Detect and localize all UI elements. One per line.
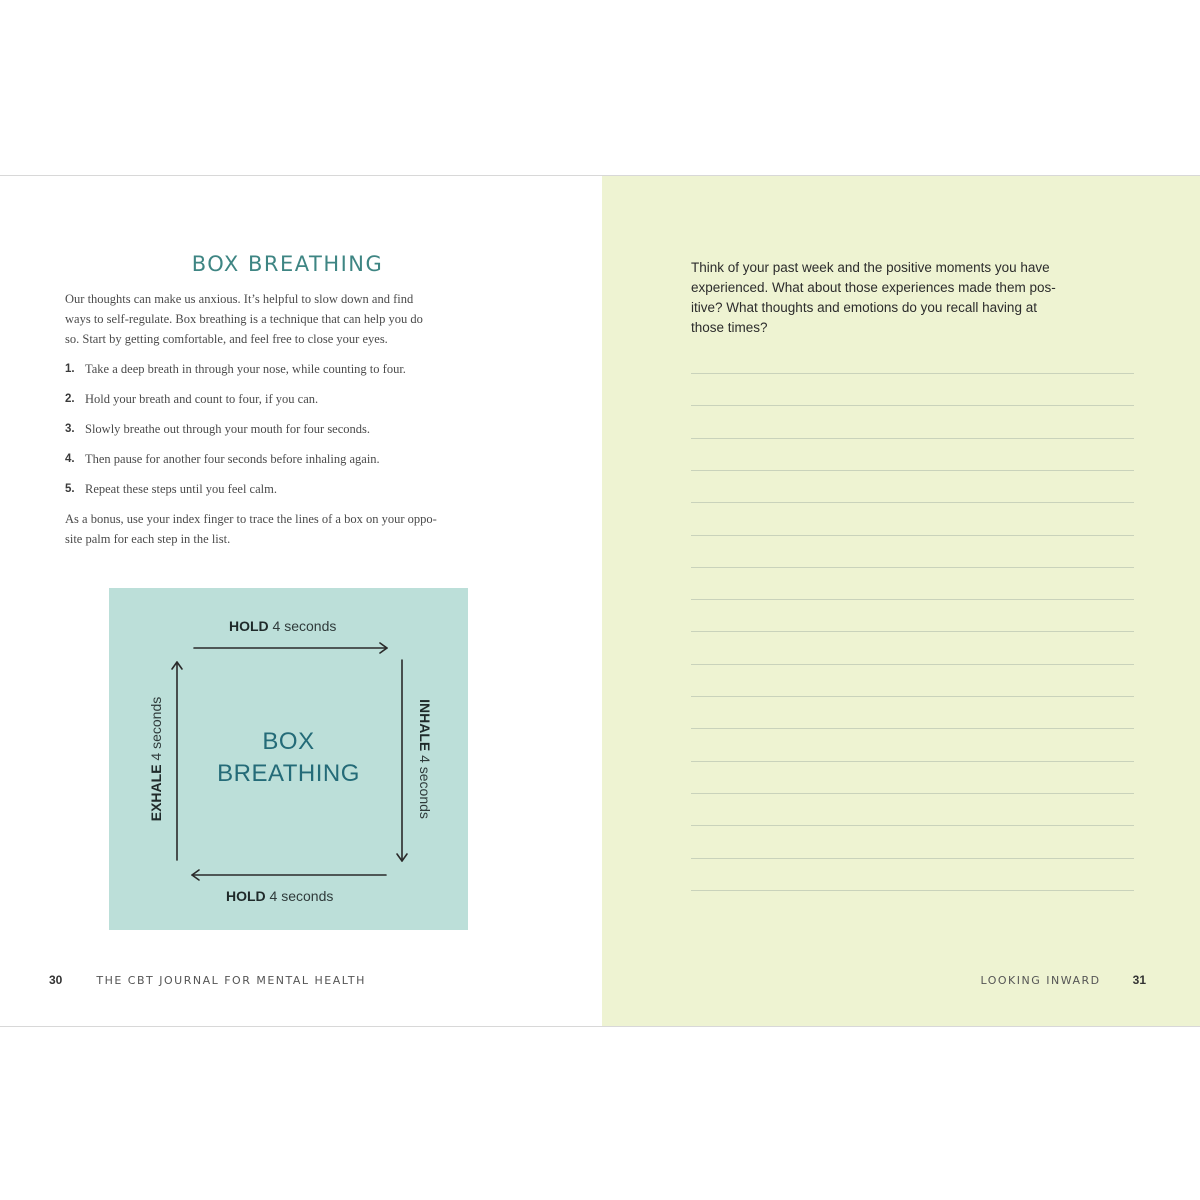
step-text: Hold your breath and count to four, if you can. [85, 392, 319, 406]
book-spread [0, 175, 1200, 1027]
writing-line [691, 664, 1134, 665]
intro-line: so. Start by getting comfortable, and feel free to close your eyes. [65, 332, 388, 346]
step-number: 3. [65, 423, 75, 435]
writing-line [691, 761, 1134, 762]
writing-line [691, 599, 1134, 600]
hold-bottom-label: HOLD 4 seconds [226, 888, 334, 904]
left-page [0, 176, 602, 1026]
box-breathing-diagram [109, 588, 468, 930]
intro-line: Our thoughts can make us anxious. It’s helpful to slow down and find [65, 292, 414, 306]
writing-line [691, 470, 1134, 471]
bonus-line: As a bonus, use your index finger to trace the lines of a box on your oppo- [65, 512, 437, 526]
step-number: 5. [65, 483, 75, 495]
writing-line [691, 535, 1134, 536]
writing-line [691, 858, 1134, 859]
writing-line [691, 373, 1134, 374]
list-item [65, 479, 515, 509]
writing-line [691, 502, 1134, 503]
left-footer [49, 973, 366, 987]
list-item [65, 419, 515, 449]
right-footer [980, 973, 1146, 987]
page-number: 31 [1132, 973, 1146, 987]
writing-line [691, 631, 1134, 632]
step-number: 1. [65, 363, 75, 375]
exhale-label: EXHALE 4 seconds [148, 696, 164, 822]
steps-list [65, 359, 515, 509]
bonus-line: site palm for each step in the list. [65, 532, 231, 546]
hold-top-label: HOLD 4 seconds [229, 618, 337, 634]
writing-line [691, 728, 1134, 729]
prompt-line: itive? What thoughts and emotions do you recall having at [691, 300, 1037, 315]
writing-line [691, 793, 1134, 794]
journal-prompt [691, 258, 1121, 338]
step-number: 4. [65, 453, 75, 465]
list-item [65, 389, 515, 419]
list-item [65, 359, 515, 389]
step-text: Take a deep breath in through your nose, while counting to four. [85, 362, 406, 376]
step-text: Then pause for another four seconds before inhaling again. [85, 452, 380, 466]
writing-line [691, 696, 1134, 697]
running-title: THE CBT JOURNAL FOR MENTAL HEALTH [96, 974, 366, 987]
step-number: 2. [65, 393, 75, 405]
list-item [65, 449, 515, 479]
inhale-label: INHALE 4 seconds [417, 699, 433, 819]
step-text: Repeat these steps until you feel calm. [85, 482, 277, 496]
prompt-line: Think of your past week and the positive moments you have [691, 260, 1050, 275]
page-number: 30 [49, 973, 63, 987]
diagram-center-title: BOX BREATHING [217, 728, 360, 787]
writing-line [691, 405, 1134, 406]
writing-line [691, 567, 1134, 568]
step-text: Slowly breathe out through your mouth for four seconds. [85, 422, 371, 436]
prompt-line: experienced. What about those experiences made them pos- [691, 280, 1056, 295]
writing-line [691, 438, 1134, 439]
right-page [602, 176, 1200, 1026]
writing-line [691, 825, 1134, 826]
page-title: BOX BREATHING [191, 252, 384, 276]
bonus-paragraph [65, 509, 515, 549]
intro-paragraph [65, 289, 515, 349]
section-title: LOOKING INWARD [980, 974, 1101, 987]
writing-line [691, 890, 1134, 891]
prompt-line: those times? [691, 320, 768, 335]
intro-line: ways to self-regulate. Box breathing is a technique that can help you do [65, 312, 423, 326]
